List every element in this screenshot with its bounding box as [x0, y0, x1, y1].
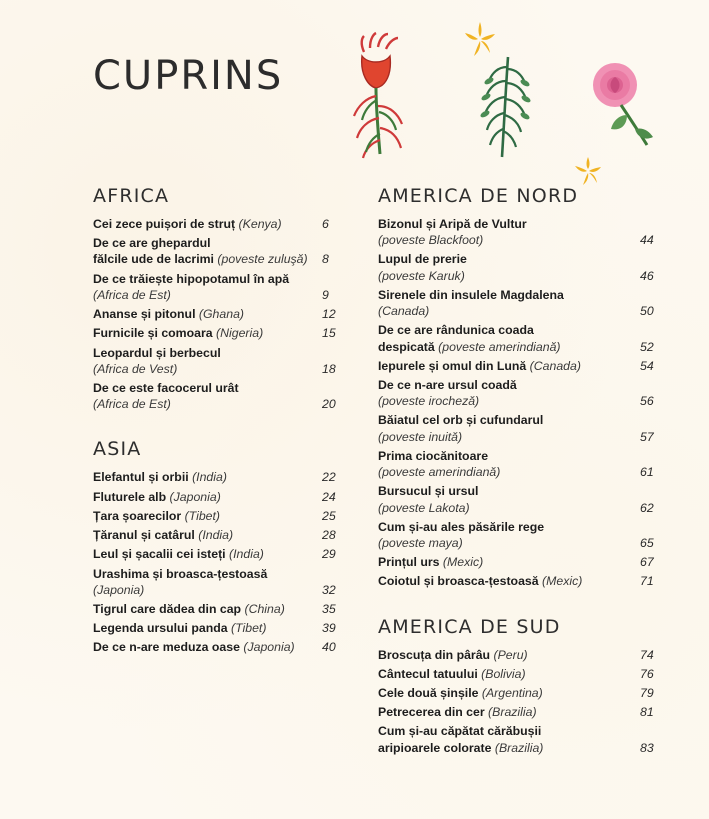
toc-entry-source: (India) — [194, 528, 234, 543]
toc-entry-title: Urashima și broasca-țestoasă (Japonia) — [93, 566, 322, 598]
toc-entry[interactable] — [93, 639, 348, 655]
toc-entry[interactable] — [93, 325, 348, 341]
section-heading: ASIA — [93, 438, 142, 461]
toc-entry[interactable] — [93, 566, 348, 598]
toc-entry-source: (poveste inuită) — [378, 429, 463, 444]
section-entries — [93, 216, 348, 412]
toc-entry-source: (India) — [188, 470, 227, 485]
section-entries — [378, 216, 670, 590]
toc-entry-page: 57 — [640, 429, 654, 444]
toc-entry-title: Iepurele și omul din Lună (Canada) — [378, 358, 581, 373]
toc-entry-page: 74 — [640, 647, 654, 662]
toc-entry-source: (poveste amerindiană) — [378, 465, 501, 480]
toc-entry-source: (Tibet) — [227, 621, 267, 636]
toc-entry-title: Bizonul și Aripă de Vultur (poveste Blackfoot) — [378, 216, 640, 248]
toc-entry-source: (Tibet) — [181, 508, 221, 523]
toc-entry-title: Elefantul și orbii (India) — [93, 470, 227, 485]
toc-entry-title: De ce are ghepardul fălcile ude de lacrimi (poveste zuluşă) — [93, 236, 308, 267]
toc-entry-page: 52 — [640, 339, 654, 354]
toc-entry-source: (Brazilia) — [484, 705, 537, 720]
toc-entry[interactable] — [378, 287, 670, 319]
toc-entry-title: Fluturele alb (Japonia) — [93, 489, 221, 504]
toc-entry-source: (Canada) — [378, 304, 430, 319]
toc-entry-source: (Nigeria) — [212, 326, 264, 341]
toc-entry-page: 22 — [322, 470, 336, 485]
toc-entry-page: 35 — [322, 601, 336, 616]
toc-entry-source: (poveste Blackfoot) — [378, 233, 484, 248]
toc-entry-title: De ce are rândunica coada despicată (poveste amerindiană) — [378, 323, 561, 354]
section-heading: AMERICA DE SUD — [378, 615, 561, 638]
toc-entry-source: (Mexic) — [439, 555, 484, 570]
toc-entry[interactable] — [93, 527, 348, 543]
toc-entry-page: 76 — [640, 666, 654, 681]
toc-entry-page: 44 — [640, 233, 654, 248]
toc-entry-page: 67 — [640, 555, 654, 570]
toc-entry-page: 15 — [322, 326, 336, 341]
tulip-flower-illustration — [340, 30, 450, 160]
toc-entry-source: (poveste maya) — [378, 535, 463, 550]
toc-entry-page: 61 — [640, 465, 654, 480]
toc-entry-source: (poveste Karuk) — [378, 268, 465, 283]
toc-entry-source: (Mexic) — [538, 574, 583, 589]
toc-entry-title: Ananse și pitonul (Ghana) — [93, 307, 245, 322]
toc-entry-source: (Argentina) — [478, 686, 543, 701]
toc-entry-page: 18 — [322, 361, 336, 376]
toc-entry-source: (Brazilia) — [494, 740, 544, 755]
toc-entry[interactable] — [378, 723, 670, 755]
toc-entry-title: Leopardul și berbecul (Africa de Vest) — [93, 345, 322, 377]
toc-section — [378, 185, 670, 590]
toc-entry-source: (poveste zuluşă) — [217, 252, 308, 267]
toc-entry[interactable] — [93, 271, 348, 303]
toc-entry-title: Broscuța din pârâu (Peru) — [378, 647, 528, 662]
toc-entry-source: (China) — [241, 601, 285, 616]
toc-entry[interactable] — [93, 216, 348, 232]
toc-entry-title: Cântecul tatuului (Bolivia) — [378, 666, 526, 681]
toc-section — [93, 438, 348, 655]
toc-entry-source: (Africa de Vest) — [93, 361, 178, 376]
toc-entry-page: 62 — [640, 500, 654, 515]
toc-entry-page: 39 — [322, 621, 336, 636]
yellow-star-flower-illustration-top — [462, 20, 498, 58]
toc-entry[interactable] — [378, 448, 670, 480]
toc-entry[interactable] — [378, 377, 670, 409]
toc-entry-page: 79 — [640, 686, 654, 701]
section-entries — [378, 647, 670, 756]
toc-entry-title: Cele două șinșile (Argentina) — [378, 686, 543, 701]
rose-flower-illustration — [575, 55, 675, 155]
toc-entry-page: 24 — [322, 489, 336, 504]
toc-entry[interactable] — [378, 573, 670, 589]
toc-entry-page: 83 — [640, 740, 654, 755]
toc-entry-title: De ce n-are ursul coadă (poveste irocheză) — [378, 377, 640, 409]
toc-entry-source: (poveste amerindiană) — [438, 339, 561, 354]
toc-entry-title: Coiotul și broasca-țestoasă (Mexic) — [378, 574, 583, 589]
toc-entry-title: Sirenele din insulele Magdalena (Canada) — [378, 287, 640, 319]
toc-entry-page: 81 — [640, 705, 654, 720]
toc-entry[interactable] — [93, 469, 348, 485]
section-entries — [93, 469, 348, 655]
toc-entry-page: 20 — [322, 397, 336, 412]
toc-entry[interactable] — [93, 489, 348, 505]
toc-entry-title: Bursucul și ursul (poveste Lakota) — [378, 483, 640, 515]
toc-entry-title: Țara șoarecilor (Tibet) — [93, 508, 221, 523]
section-heading: AFRICA — [93, 185, 170, 207]
toc-entry-title: Furnicile și comoara (Nigeria) — [93, 326, 264, 341]
toc-entry-title: Cum și-au ales păsările rege (poveste maya) — [378, 519, 640, 551]
toc-entry-page: 71 — [640, 574, 654, 589]
toc-entry[interactable] — [378, 666, 670, 682]
toc-entry-source: (Peru) — [490, 647, 528, 662]
toc-entry[interactable] — [378, 251, 670, 283]
toc-entry[interactable] — [93, 620, 348, 636]
toc-entry-page: 6 — [322, 217, 329, 231]
toc-entry-title: De ce trăiește hipopotamul în apă (Africa de Est) — [93, 271, 322, 303]
yellow-star-flower-illustration-bottom — [573, 155, 603, 187]
toc-entry-title: Prințul urs (Mexic) — [378, 555, 484, 570]
toc-entry-page: 28 — [322, 528, 336, 543]
toc-entry-page: 29 — [322, 547, 336, 562]
toc-entry-page: 65 — [640, 535, 654, 550]
toc-entry[interactable] — [378, 704, 670, 720]
toc-entry-title: Țăranul și catârul (India) — [93, 528, 234, 543]
toc-entry-source: (Africa de Est) — [93, 397, 171, 412]
toc-section — [378, 616, 670, 756]
toc-entry-page: 54 — [640, 358, 654, 373]
toc-entry-title: De ce n-are meduza oase (Japonia) — [93, 640, 295, 655]
toc-entry-source: (India) — [225, 547, 264, 562]
toc-column-left — [93, 185, 348, 659]
toc-entry[interactable] — [93, 380, 348, 412]
toc-entry-source: (Japonia) — [239, 640, 295, 655]
toc-entry-title: Cei zece puișori de struț (Kenya) — [93, 217, 282, 231]
toc-entry[interactable] — [378, 685, 670, 701]
toc-entry-page: 56 — [640, 394, 654, 409]
toc-entry[interactable] — [93, 306, 348, 322]
toc-entry-title: Prima ciocănitoare (poveste amerindiană) — [378, 448, 640, 480]
toc-entry-page: 9 — [322, 287, 329, 302]
toc-section — [93, 185, 348, 412]
toc-entry-source: (Canada) — [526, 358, 581, 373]
toc-entry-page: 8 — [322, 252, 329, 267]
toc-entry-title: Tigrul care dădea din cap (China) — [93, 601, 285, 616]
toc-entry-title: Cum și-au căpătat cărăbușii aripioarele colorate (Brazilia) — [378, 724, 544, 755]
toc-entry-title: De ce este facocerul urât (Africa de Est) — [93, 380, 322, 412]
toc-entry-title: Petrecerea din cer (Brazilia) — [378, 705, 537, 720]
toc-entry[interactable] — [378, 519, 670, 551]
toc-entry-source: (Kenya) — [235, 217, 282, 231]
toc-entry-page: 32 — [322, 582, 336, 597]
toc-column-right — [378, 185, 670, 759]
toc-entry[interactable] — [378, 647, 670, 663]
toc-entry-title: Legenda ursului panda (Tibet) — [93, 621, 267, 636]
toc-entry-source: (Africa de Est) — [93, 287, 171, 302]
toc-entry-page: 12 — [322, 307, 336, 322]
toc-entry-source: (Ghana) — [195, 307, 245, 322]
toc-entry-source: (Japonia) — [93, 582, 145, 597]
toc-entry-title: Băiatul cel orb și cufundarul (poveste inuită) — [378, 412, 640, 444]
toc-entry-page: 50 — [640, 304, 654, 319]
toc-entry-source: (poveste Lakota) — [378, 500, 470, 515]
toc-entry[interactable] — [378, 358, 670, 374]
toc-entry[interactable] — [93, 508, 348, 524]
section-heading: AMERICA DE NORD — [378, 185, 579, 207]
toc-entry-title: Leul și șacalii cei isteți (India) — [93, 547, 264, 562]
fern-branch-illustration — [462, 55, 552, 160]
toc-entry-source: (poveste irocheză) — [378, 394, 480, 409]
toc-entry[interactable] — [93, 601, 348, 617]
toc-entry[interactable] — [378, 216, 670, 248]
toc-entry[interactable] — [93, 345, 348, 377]
toc-entry-page: 40 — [322, 640, 336, 655]
toc-entry-source: (Japonia) — [166, 489, 221, 504]
toc-entry[interactable] — [378, 483, 670, 515]
toc-entry-page: 46 — [640, 268, 654, 283]
toc-entry[interactable] — [93, 546, 348, 562]
toc-entry[interactable] — [378, 554, 670, 570]
toc-entry[interactable] — [378, 322, 670, 354]
page-title: CUPRINS — [93, 53, 284, 99]
toc-entry-source: (Bolivia) — [477, 666, 526, 681]
toc-entry-page: 25 — [322, 508, 336, 523]
toc-entry[interactable] — [378, 412, 670, 444]
toc-entry-title: Lupul de prerie (poveste Karuk) — [378, 251, 640, 283]
toc-entry[interactable] — [93, 235, 348, 267]
